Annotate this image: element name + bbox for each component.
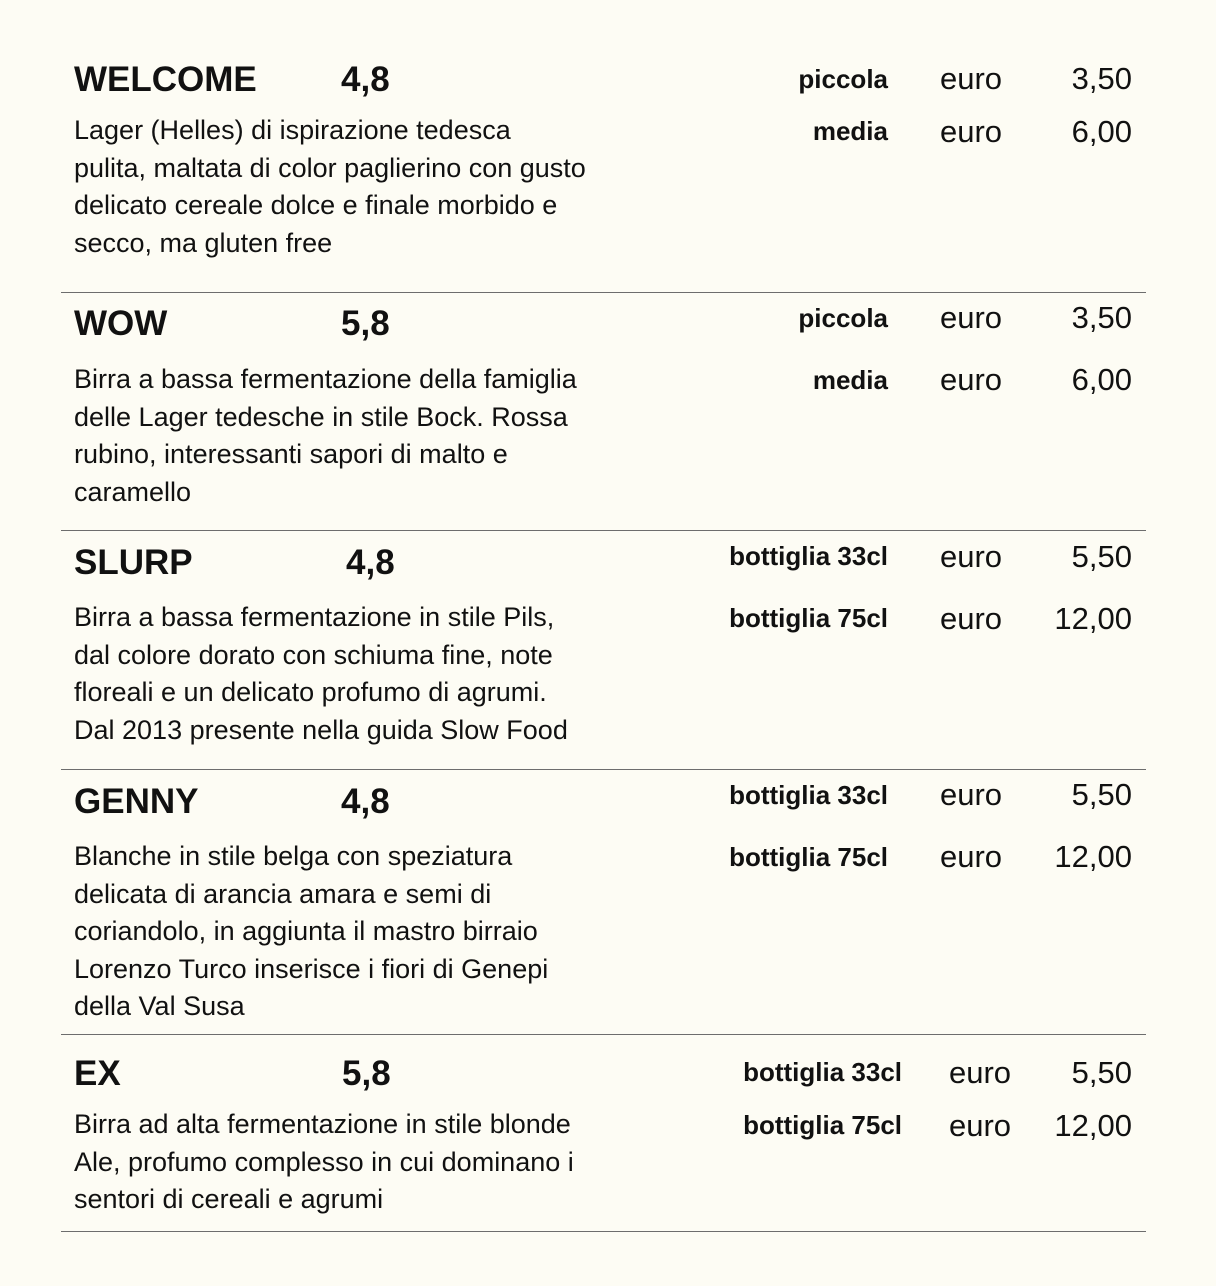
divider [61, 292, 1146, 293]
description-line: Birra a bassa fermentazione in stile Pils, [74, 602, 555, 632]
price-currency: euro [940, 601, 1003, 636]
divider [61, 1231, 1146, 1232]
price-amount: 6,00 [1071, 362, 1132, 397]
price-currency: euro [949, 1055, 1012, 1090]
price-amount: 12,00 [1054, 601, 1132, 636]
description-line: Lorenzo Turco inserisce i fiori di Genepi [74, 953, 549, 984]
beer-description [74, 599, 684, 749]
beer-abv: 4,8 [341, 60, 390, 99]
beer-name: SLURP [74, 543, 193, 582]
price-amount: 6,00 [1071, 114, 1132, 149]
description-line: Birra a bassa fermentazione della famiglia [74, 364, 577, 394]
price-size: bottiglia 33cl [729, 541, 888, 571]
price-size: bottiglia 33cl [743, 1057, 902, 1087]
description-line: Ale, profumo complesso in cui dominano i [74, 1146, 574, 1177]
price-size: media [812, 116, 888, 146]
description-line: delle Lager tedesche in stile Bock. Rossa [74, 401, 568, 432]
beer-abv: 5,8 [341, 304, 390, 343]
beer-description [74, 1106, 684, 1219]
price-currency: euro [940, 61, 1003, 96]
description-line: rubino, interessanti sapori di malto e [74, 439, 508, 469]
price-size: bottiglia 75cl [729, 842, 888, 872]
description-line: Blanche in stile belga con speziatura [74, 841, 513, 871]
price-size: bottiglia 33cl [729, 780, 888, 810]
description-line: delicato cereale dolce e finale morbido e [74, 190, 558, 220]
divider [61, 769, 1146, 770]
divider [61, 530, 1146, 531]
description-line: pulita, maltata di color paglierino con gusto [74, 152, 586, 183]
price-amount: 12,00 [1054, 1108, 1132, 1143]
beer-description [74, 361, 684, 511]
price-size: piccola [798, 303, 888, 333]
price-amount: 5,50 [1071, 1055, 1132, 1090]
price-currency: euro [940, 777, 1003, 812]
price-amount: 5,50 [1071, 777, 1132, 812]
description-line: della Val Susa [74, 991, 245, 1021]
description-line: secco, ma gluten free [74, 227, 333, 258]
description-line: Lager (Helles) di ispirazione tedesca [74, 115, 511, 145]
divider [61, 1034, 1146, 1035]
beer-abv: 5,8 [342, 1054, 391, 1093]
description-line: Birra ad alta fermentazione in stile blonde [74, 1109, 571, 1139]
price-currency: euro [940, 362, 1003, 397]
price-currency: euro [940, 539, 1003, 574]
description-line: coriandolo, in aggiunta il mastro birraio [74, 916, 538, 946]
beer-name: EX [74, 1054, 121, 1093]
beer-name: WOW [74, 304, 168, 343]
description-line: Dal 2013 presente nella guida Slow Food [74, 714, 568, 745]
price-size: piccola [798, 64, 888, 94]
beer-description [74, 838, 684, 1026]
beer-name: GENNY [74, 782, 199, 821]
beer-abv: 4,8 [341, 782, 390, 821]
price-currency: euro [940, 839, 1003, 874]
price-size: bottiglia 75cl [743, 1110, 902, 1140]
beer-description [74, 112, 684, 262]
price-amount: 3,50 [1071, 300, 1132, 335]
price-currency: euro [940, 300, 1003, 335]
price-amount: 12,00 [1054, 839, 1132, 874]
price-size: bottiglia 75cl [729, 603, 888, 633]
price-amount: 3,50 [1071, 61, 1132, 96]
beer-abv: 4,8 [346, 543, 395, 582]
price-currency: euro [949, 1108, 1012, 1143]
price-amount: 5,50 [1071, 539, 1132, 574]
description-line: delicata di arancia amara e semi di [74, 878, 492, 909]
price-size: media [812, 365, 888, 395]
description-line: floreali e un delicato profumo di agrumi. [74, 677, 547, 707]
description-line: dal colore dorato con schiuma fine, note [74, 639, 553, 670]
price-currency: euro [940, 114, 1003, 149]
beer-name: WELCOME [74, 60, 257, 99]
description-line: sentori di cereali e agrumi [74, 1184, 384, 1214]
description-line: caramello [74, 476, 192, 507]
